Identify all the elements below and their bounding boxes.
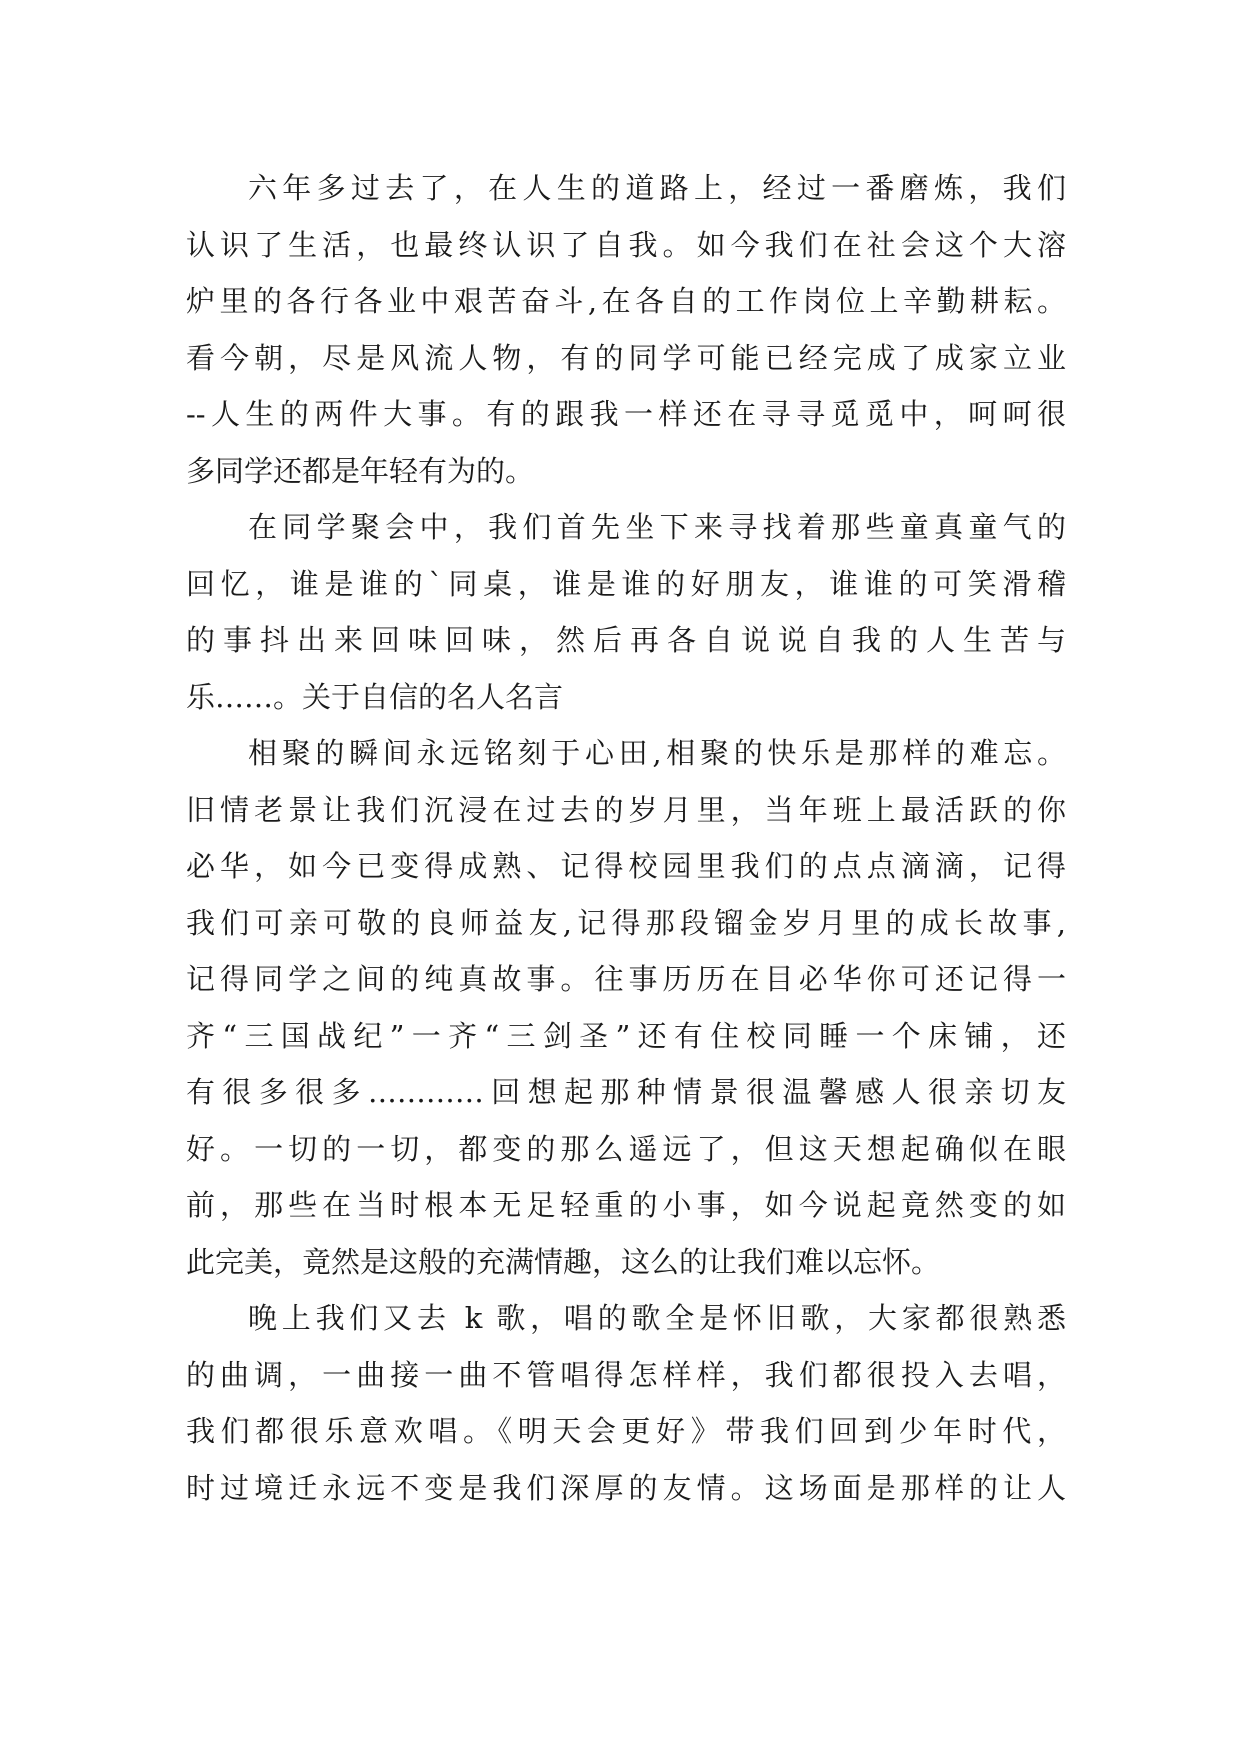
text-line: 记得同学之间的纯真故事。往事历历在目必华你可还记得一	[186, 962, 1066, 996]
text-line: 我们都很乐意欢唱。《明天会更好》带我们回到少年时代，	[186, 1414, 1066, 1448]
text-line: 时过境迁永远不变是我们深厚的友情。这场面是那样的让人	[186, 1470, 1066, 1505]
text-line: --人生的两件大事。有的跟我一样还在寻寻觅觅中，呵呵很	[186, 397, 1066, 431]
text-line: 我们可亲可敬的良师益友,记得那段镏金岁月里的成长故事,	[186, 905, 1066, 940]
paragraph-2	[186, 499, 1066, 725]
text-line: 的事抖出来回味回味，然后再各自说说自我的人生苦与	[186, 623, 1066, 657]
text-line: 相聚的瞬间永远铭刻于心田,相聚的快乐是那样的难忘。	[248, 736, 1066, 770]
text-line: 多同学还都是年轻有为的。	[186, 453, 535, 488]
text-line: 晚上我们又去 k 歌，唱的歌全是怀旧歌，大家都很熟悉	[248, 1301, 1066, 1335]
text-line: 看今朝，尽是风流人物，有的同学可能已经完成了成家立业	[186, 340, 1066, 375]
text-line: 的曲调，一曲接一曲不管唱得怎样样，我们都很投入去唱，	[186, 1357, 1066, 1392]
text-line: 有很多很多…………回想起那种情景很温馨感人很亲切友	[186, 1075, 1066, 1109]
text-line: 在同学聚会中，我们首先坐下来寻找着那些童真童气的	[248, 510, 1066, 544]
text-line: 此完美，竟然是这般的充满情趣，这么的让我们难以忘怀。	[186, 1244, 941, 1279]
text-line: 好。一切的一切，都变的那么遥远了，但这天想起确似在眼	[186, 1131, 1066, 1166]
text-line: 六年多过去了，在人生的道路上，经过一番磨炼，我们	[248, 171, 1066, 205]
document-body	[186, 160, 1066, 1516]
text-line: 必华，如今已变得成熟、记得校园里我们的点点滴滴，记得	[186, 849, 1066, 883]
text-line: 认识了生活，也最终认识了自我。如今我们在社会这个大溶	[186, 227, 1066, 262]
text-line: 乐……。关于自信的名人名言	[186, 679, 564, 714]
paragraph-3	[186, 725, 1066, 1290]
text-line: 前，那些在当时根本无足轻重的小事，如今说起竟然变的如	[186, 1188, 1066, 1222]
text-line: 炉里的各行各业中艰苦奋斗,在各自的工作岗位上辛勤耕耘。	[186, 284, 1066, 318]
text-line: 齐“三国战纪”一齐“三剑圣”还有住校同睡一个床铺，还	[186, 1018, 1066, 1053]
text-line: 旧情老景让我们沉浸在过去的岁月里，当年班上最活跃的你	[186, 792, 1066, 827]
text-line: 回忆，谁是谁的`同桌，谁是谁的好朋友，谁谁的可笑滑稽	[186, 566, 1066, 601]
paragraph-4	[186, 1290, 1066, 1516]
paragraph-1	[186, 160, 1066, 499]
